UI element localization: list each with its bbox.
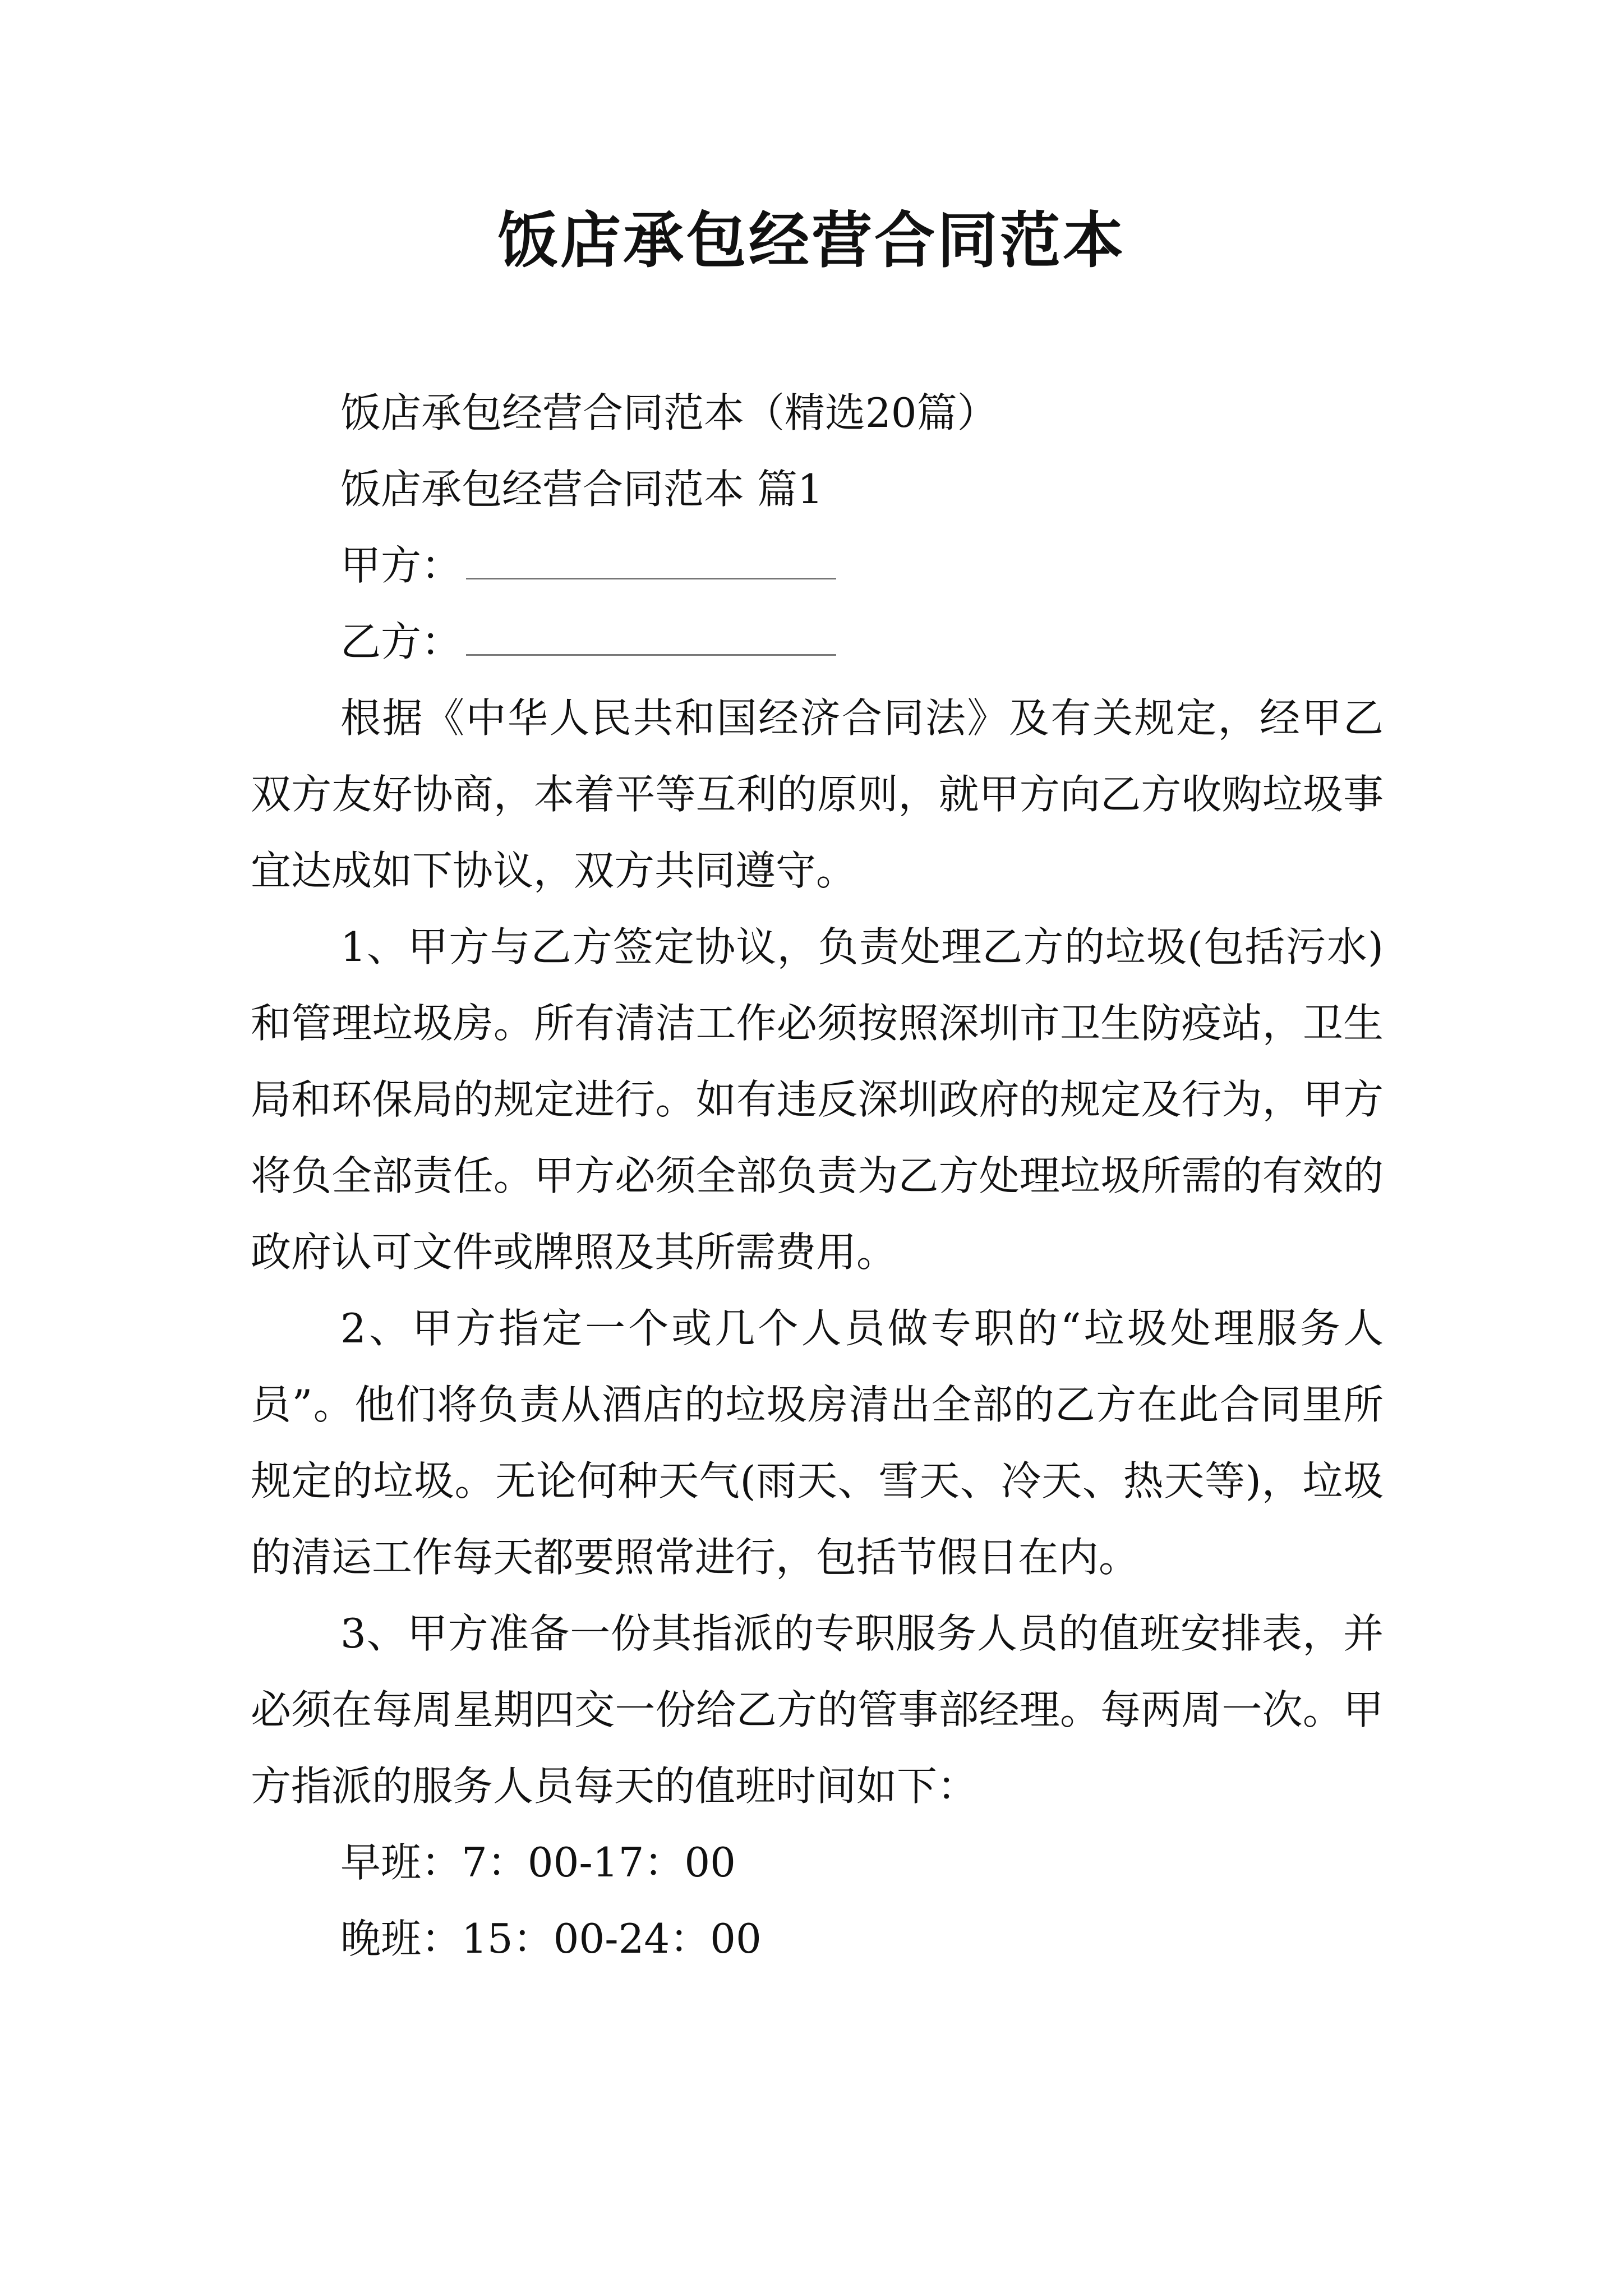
party-a-label: 甲方：: [340, 542, 462, 589]
subtitle-paragraph: 饭店承包经营合同范本（精选20篇）: [340, 389, 998, 436]
party-b-label: 乙方：: [340, 618, 462, 665]
clause-2-paragraph: 2、甲方指定一个或几个人员做专职的“垃圾处理服务人员”。他们将负责从酒店的垃圾房清出全部的乙方在此合同里所规定的垃圾。无论何种天气(雨天、雪天、冷天、热天等)，垃圾的清运工作每天都要照常进行，包括节假日在内。: [251, 1305, 1384, 1581]
shift-evening: 晚班：15：00-24：00: [340, 1915, 762, 1962]
party-a-blank: [466, 577, 836, 579]
section-heading: 饭店承包经营合同范本 篇1: [340, 466, 823, 513]
party-b-blank: [466, 653, 836, 656]
document-title: 饭店承包经营合同范本: [497, 206, 1126, 276]
party-a-line: [251, 527, 1384, 604]
intro-paragraph: 根据《中华人民共和国经济合同法》及有关规定，经甲乙双方友好协商，本着平等互利的原则，就甲方向乙方收购垃圾事宜达成如下协议，双方共同遵守。: [251, 694, 1384, 894]
clause-3-paragraph: 3、甲方准备一份其指派的专职服务人员的值班安排表，并必须在每周星期四交一份给乙方的管事部经理。每两周一次。甲方指派的服务人员每天的值班时间如下：: [251, 1610, 1384, 1810]
party-b-line: [251, 604, 1384, 680]
clause-1-paragraph: 1、甲方与乙方签定协议，负责处理乙方的垃圾(包括污水)和管理垃圾房。所有清洁工作必须按照深圳市卫生防疫站，卫生局和环保局的规定进行。如有违反深圳政府的规定及行为，甲方将负全部责任。甲方必须全部负责为乙方处理垃圾所需的有效的政府认可文件或牌照及其所需费用。: [251, 923, 1384, 1276]
shift-morning: 早班：7：00-17：00: [340, 1839, 736, 1886]
document-body: [251, 375, 1384, 1977]
